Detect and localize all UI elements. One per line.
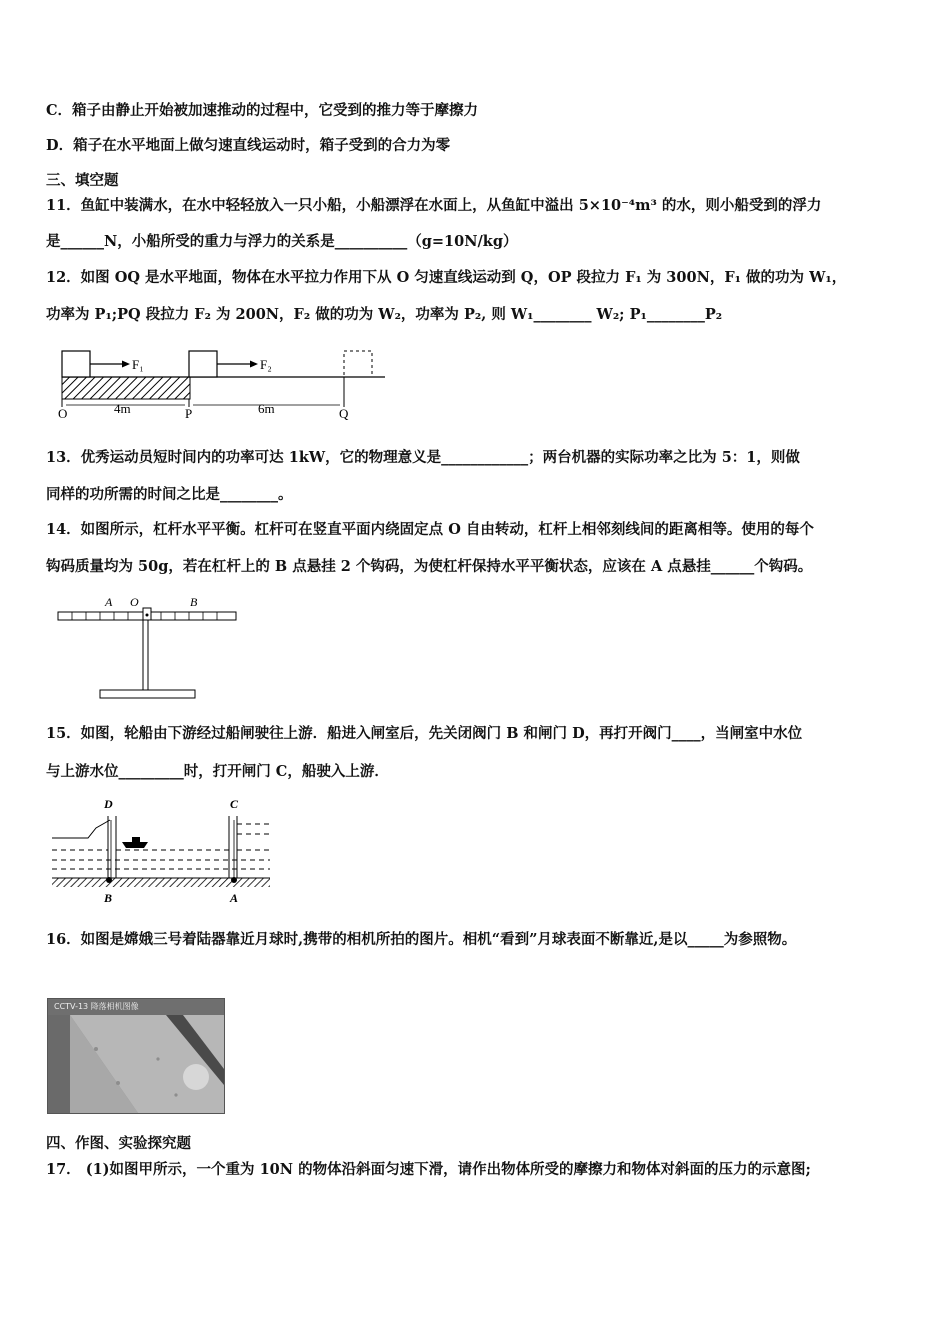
- label-b: B: [190, 595, 198, 609]
- q12-line2: 功率为 P₁;PQ 段拉力 F₂ 为 200N，F₂ 做的功为 W₂，功率为 P₂, 则 W₁________ W₂; P₁________P₂: [46, 306, 723, 323]
- label-d: D: [104, 797, 113, 811]
- section-title-fill-blank: 三、填空题: [46, 172, 119, 189]
- q16-text: 16．如图是嫦娥三号着陆器靠近月球时,携带的相机所拍的图片。相机“看到”月球表面不断靠近,是以_____为参照物。: [46, 931, 797, 948]
- label-o: O: [58, 406, 68, 421]
- q15-line2: 与上游水位_________时，打开闸门 C，船驶入上游．: [46, 763, 389, 780]
- q12-motion-diagram: [50, 345, 395, 425]
- q16-lunar-camera-photo: [47, 998, 225, 1114]
- label-a: A: [230, 891, 239, 905]
- section-title-drawing-experiment: 四、作图、实验探究题: [46, 1135, 191, 1152]
- label-f1: F₁: [132, 357, 144, 372]
- q11-line2: 是______N，小船所受的重力与浮力的关系是__________（g=10N/kg）: [46, 233, 518, 250]
- q14-lever-diagram: [50, 592, 250, 704]
- q13-line1: 13．优秀运动员短时间内的功率可达 1kW，它的物理意义是____________；两台机器的实际功率之比为 5：1，则做: [46, 449, 800, 466]
- label-c: C: [230, 797, 239, 811]
- label-o: O: [130, 595, 139, 609]
- label-4m: 4m: [114, 401, 131, 416]
- label-q: Q: [339, 406, 349, 421]
- label-a: A: [105, 595, 113, 609]
- q12-line1: 12．如图 OQ 是水平地面，物体在水平拉力作用下从 O 匀速直线运动到 Q，OP 段拉力 F₁ 为 300N，F₁ 做的功为 W₁，: [46, 269, 847, 286]
- label-b: B: [104, 891, 113, 905]
- label-6m: 6m: [258, 401, 275, 416]
- q14-line2: 钩码质量均为 50g，若在杠杆上的 B 点悬挂 2 个钩码，为使杠杆保持水平平衡状态，应该在 A 点悬挂______个钩码。: [46, 558, 813, 575]
- q14-line1: 14．如图所示，杠杆水平平衡。杠杆可在竖直平面内绕固定点 O 自由转动，杠杆上相邻刻线间的距离相等。使用的每个: [46, 521, 814, 538]
- q17-text: 17． (1)如图甲所示，一个重为 10N 的物体沿斜面匀速下滑，请作出物体所受的摩擦力和物体对斜面的压力的示意图;: [46, 1161, 811, 1178]
- photo-caption: CCTV-13 降落相机图像: [54, 1002, 139, 1011]
- label-f2: F₂: [260, 357, 272, 372]
- option-d: D．箱子在水平地面上做匀速直线运动时，箱子受到的合力为零: [46, 137, 451, 154]
- option-c: C．箱子由静止开始被加速推动的过程中，它受到的推力等于摩擦力: [46, 102, 479, 119]
- q15-line1: 15．如图，轮船由下游经过船闸驶往上游．船进入闸室后，先关闭阀门 B 和闸门 D，再打开阀门____，当闸室中水位: [46, 725, 803, 742]
- q13-line2: 同样的功所需的时间之比是________。: [46, 486, 293, 503]
- q11-line1: 11．鱼缸中装满水，在水中轻轻放入一只小船，小船漂浮在水面上，从鱼缸中溢出 5×10⁻⁴m³ 的水，则小船受到的浮力: [46, 197, 822, 214]
- label-p: P: [185, 406, 193, 421]
- q15-ship-lock-diagram: [50, 794, 275, 906]
